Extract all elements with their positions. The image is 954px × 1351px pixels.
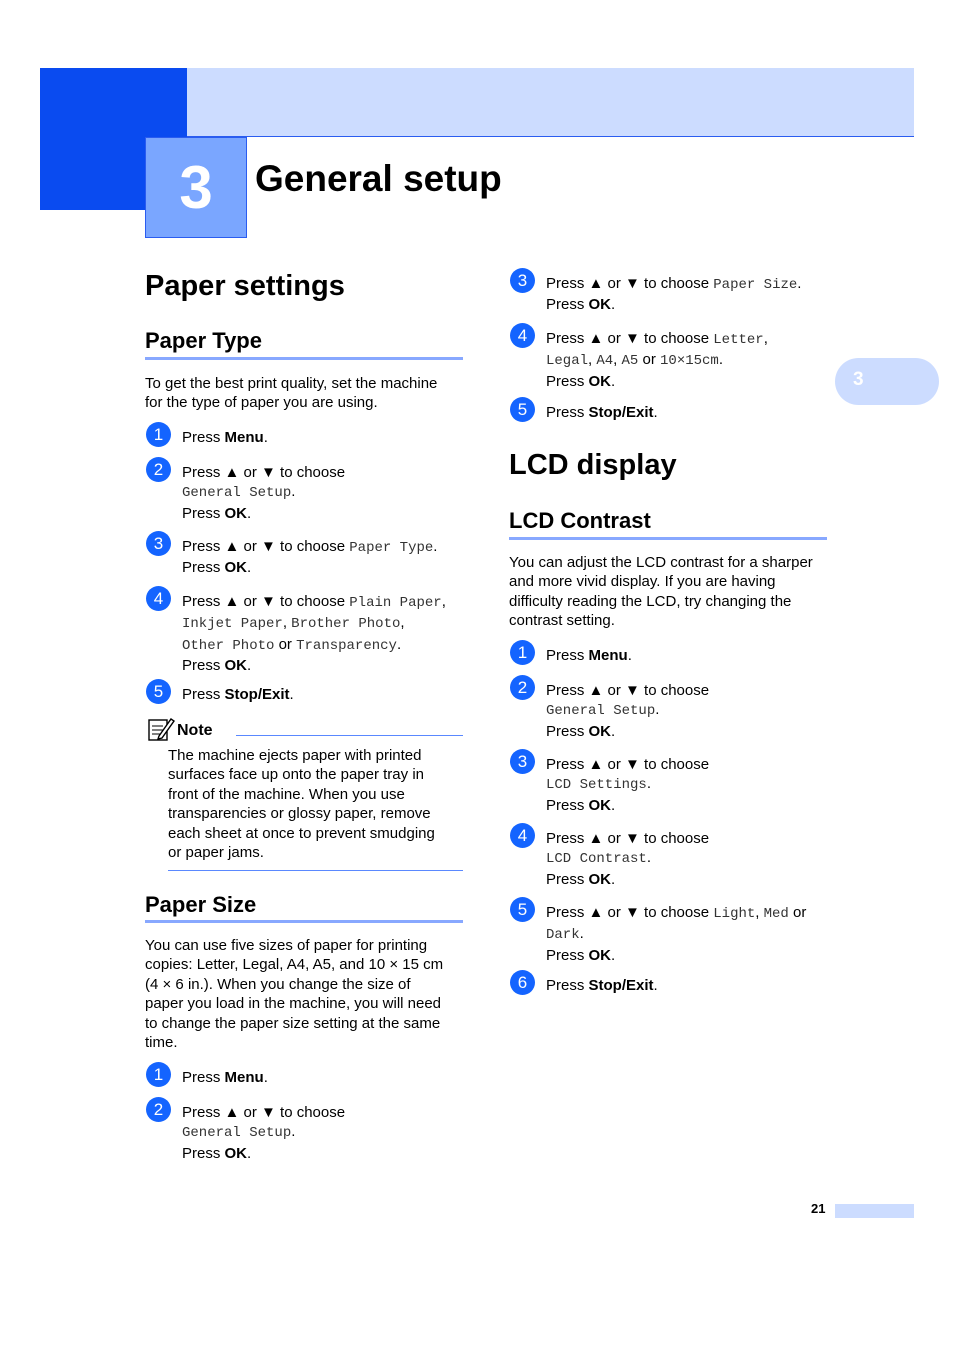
page-number-bar bbox=[835, 1204, 914, 1218]
step-number: 1 bbox=[146, 1062, 171, 1087]
step-number: 5 bbox=[510, 397, 535, 422]
note-rule-bottom bbox=[168, 870, 463, 871]
step-number: 5 bbox=[146, 679, 171, 704]
side-tab-number: 3 bbox=[853, 369, 864, 390]
heading-paper-type: Paper Type bbox=[145, 328, 262, 353]
step-number: 1 bbox=[510, 640, 535, 665]
heading-rule bbox=[145, 920, 463, 923]
note-icon bbox=[147, 716, 175, 747]
step-number: 3 bbox=[146, 531, 171, 556]
note-label: Note bbox=[177, 722, 213, 739]
chapter-side-tab bbox=[835, 358, 939, 405]
lcd-intro: You can adjust the LCD contrast for a sharper and more vivid display. If you are having difficulty reading the LCD, try changing the contrast setting. bbox=[509, 554, 813, 630]
step-number: 3 bbox=[510, 268, 535, 293]
step-number: 3 bbox=[510, 749, 535, 774]
page-number: 21 bbox=[811, 1201, 826, 1216]
step-number: 2 bbox=[146, 1097, 171, 1122]
heading-rule bbox=[509, 537, 827, 540]
chapter-title: General setup bbox=[255, 158, 502, 199]
note-rule-top bbox=[236, 735, 463, 736]
paper-size-intro: You can use five sizes of paper for printing copies: Letter, Legal, A4, A5, and 10 × 15 cm (4 × 6 in.). When you change the size of paper you load in the machine, you will need to change the paper size setting at the same time. bbox=[145, 937, 444, 1052]
note-text: The machine ejects paper with printed surfaces face up onto the paper tray in front of the machine. When you use transparencies or glossy paper, remove each sheet at once to prevent smudging or paper jams. bbox=[168, 747, 435, 862]
step-number: 2 bbox=[510, 675, 535, 700]
heading-lcd-contrast: LCD Contrast bbox=[509, 508, 651, 533]
step-number: 6 bbox=[510, 970, 535, 995]
step-number: 1 bbox=[146, 422, 171, 447]
chapter-banner-strip bbox=[187, 68, 914, 137]
section-title-paper-settings: Paper settings bbox=[145, 270, 345, 302]
heading-paper-size: Paper Size bbox=[145, 892, 257, 917]
step-number: 4 bbox=[510, 323, 535, 348]
chapter-number: 3 bbox=[145, 137, 247, 238]
section-title-lcd-display: LCD display bbox=[509, 449, 677, 481]
paper-type-intro: To get the best print quality, set the machine for the type of paper you are using. bbox=[145, 375, 438, 412]
step-number: 5 bbox=[510, 897, 535, 922]
step-number: 4 bbox=[146, 586, 171, 611]
step-number: 4 bbox=[510, 823, 535, 848]
step-number: 2 bbox=[146, 457, 171, 482]
heading-rule bbox=[145, 357, 463, 360]
